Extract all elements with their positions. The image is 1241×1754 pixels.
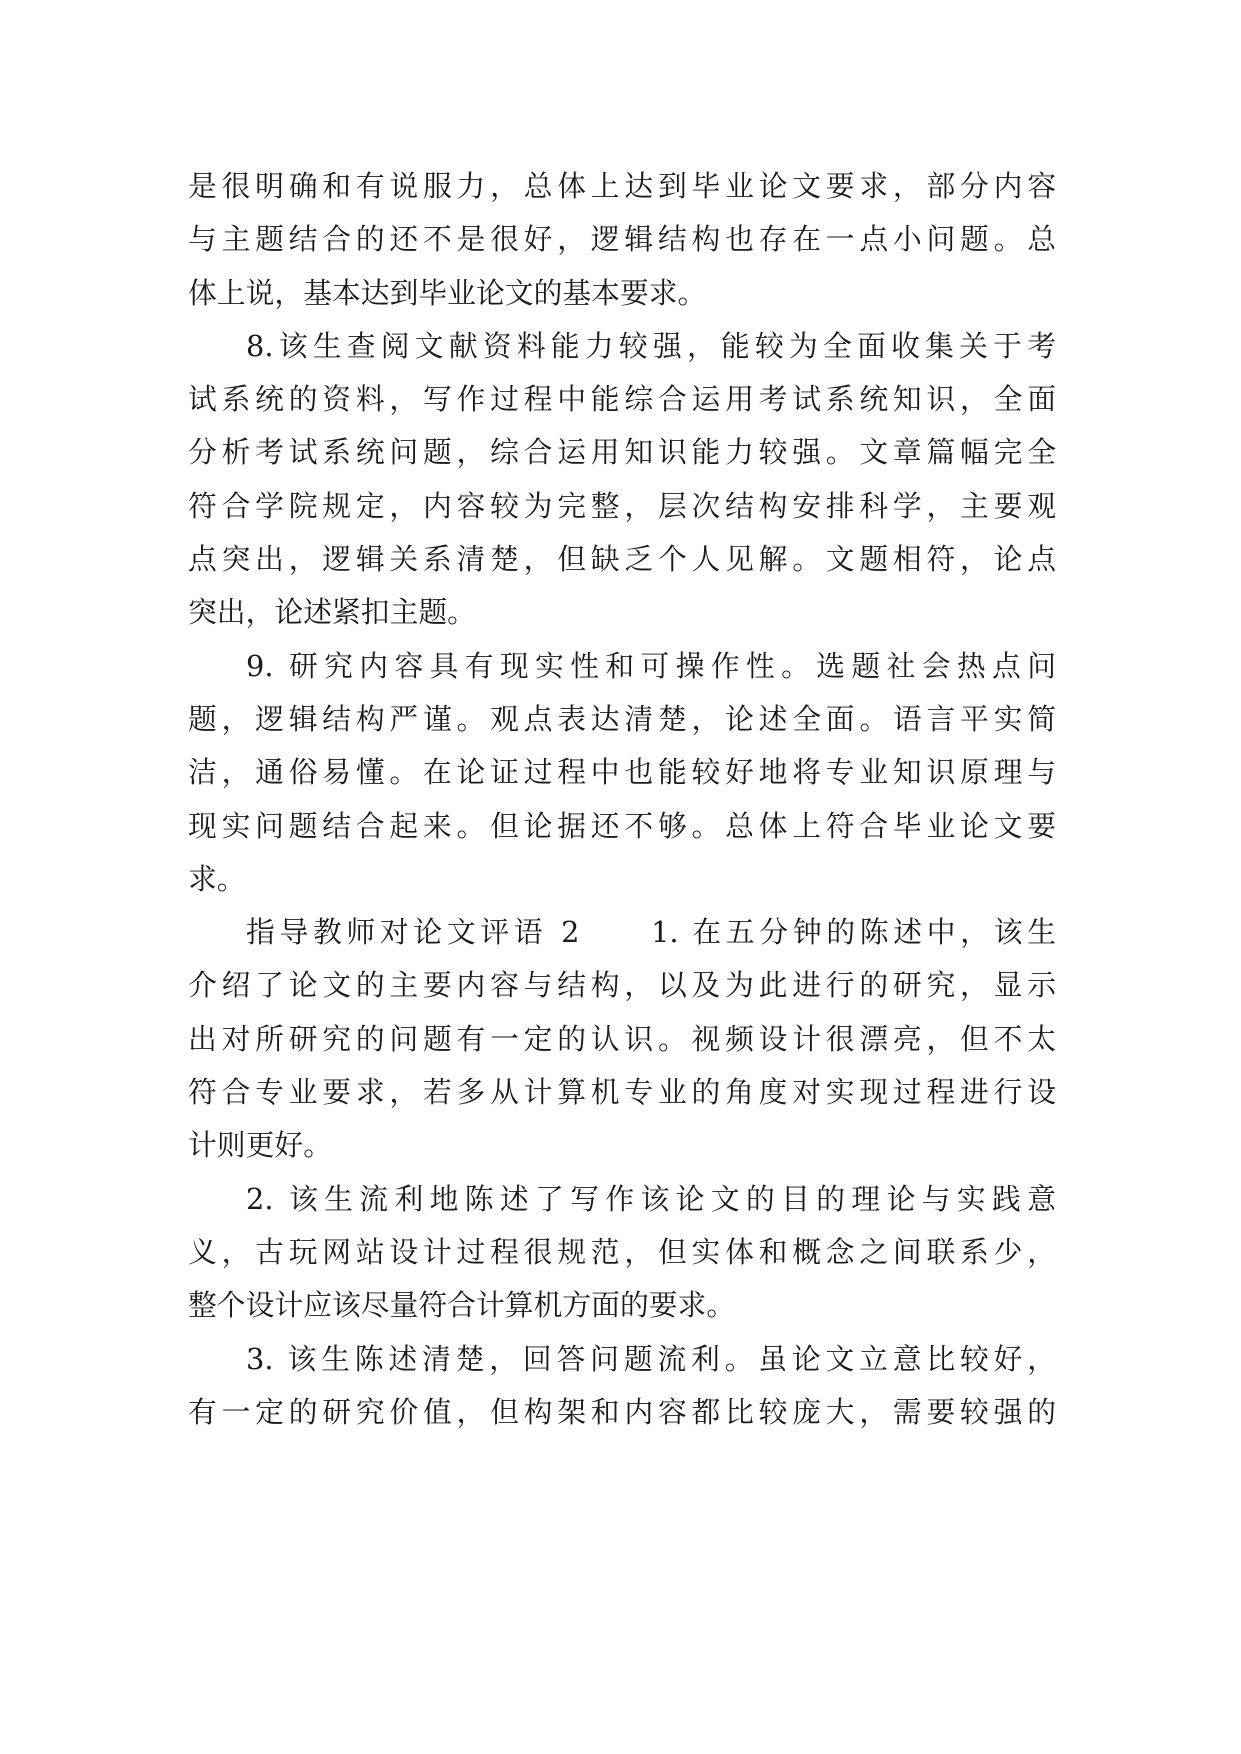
- text-line: 与主题结合的还不是很好，逻辑结构也存在一点小问题。总: [188, 222, 1056, 257]
- text-line: 9. 研究内容具有现实性和可操作性。选题社会热点问: [246, 648, 1056, 683]
- paragraph-continued: [188, 160, 1056, 320]
- text-line: 2. 该生流利地陈述了写作该论文的目的理论与实践意: [246, 1181, 1056, 1216]
- text-line: 体上说，基本达到毕业论文的基本要求。: [188, 275, 707, 310]
- text-line: 点突出，逻辑关系清楚，但缺乏个人见解。文题相符，论点: [188, 542, 1056, 577]
- text-line: 介绍了论文的主要内容与结构，以及为此进行的研究，显示: [188, 968, 1056, 1003]
- text-line: 有一定的研究价值，但构架和内容都比较庞大，需要较强的: [188, 1394, 1056, 1429]
- text-line: 洁，通俗易懂。在论证过程中也能较好地将专业知识原理与: [188, 755, 1056, 790]
- text-line: 8.该生查阅文献资料能力较强，能较为全面收集关于考: [246, 328, 1056, 363]
- text-line: 3. 该生陈述清楚，回答问题流利。虽论文立意比较好，: [246, 1341, 1056, 1376]
- text-line: 义，古玩网站设计过程很规范，但实体和概念之间联系少，: [188, 1234, 1056, 1269]
- paragraph-item-9: [188, 640, 1056, 906]
- text-line: 计则更好。: [188, 1128, 332, 1163]
- document-body: [188, 160, 1056, 1439]
- text-line: 题，逻辑结构严谨。观点表达清楚，论述全面。语言平实简: [188, 701, 1056, 736]
- paragraph-item-2: [188, 1173, 1056, 1333]
- paragraph-item-8: [188, 320, 1056, 640]
- section-heading-line: 指导教师对论文评语 2 1. 在五分钟的陈述中，该生: [246, 915, 1056, 950]
- text-line: 出对所研究的问题有一定的认识。视频设计很漂亮，但不太: [188, 1021, 1056, 1056]
- text-line: 求。: [188, 861, 246, 896]
- text-line: 符合专业要求，若多从计算机专业的角度对实现过程进行设: [188, 1075, 1056, 1110]
- text-line: 是很明确和有说服力，总体上达到毕业论文要求，部分内容: [188, 169, 1056, 203]
- text-line: 符合学院规定，内容较为完整，层次结构安排科学，主要观: [188, 488, 1056, 523]
- paragraph-section-2-item-1: [188, 906, 1056, 1172]
- paragraph-item-3: [188, 1333, 1056, 1440]
- text-line: 整个设计应该尽量符合计算机方面的要求。: [188, 1288, 736, 1323]
- text-line: 现实问题结合起来。但论据还不够。总体上符合毕业论文要: [188, 808, 1056, 843]
- text-line: 试系统的资料，写作过程中能综合运用考试系统知识，全面: [188, 382, 1056, 417]
- text-line: 突出，论述紧扣主题。: [188, 595, 476, 630]
- text-line: 分析考试系统问题，综合运用知识能力较强。文章篇幅完全: [188, 435, 1056, 470]
